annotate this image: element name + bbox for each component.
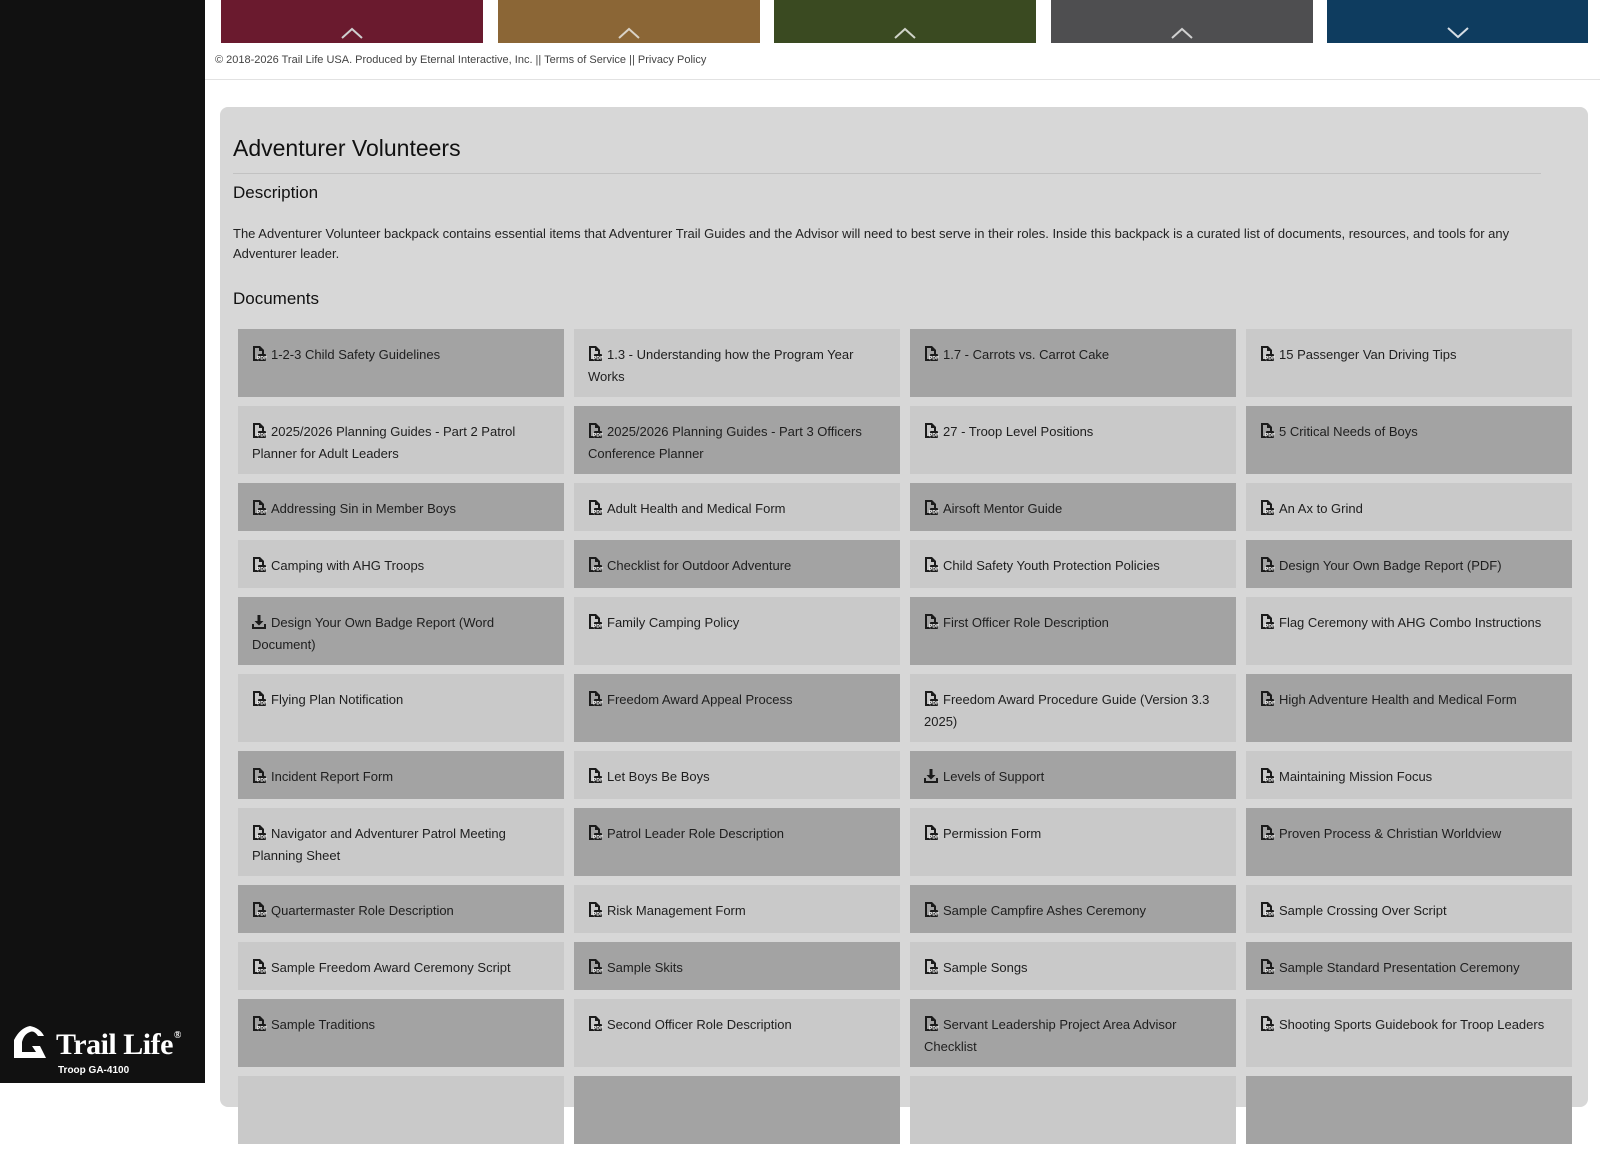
document-label: Sample Crossing Over Script <box>1279 903 1447 918</box>
pdf-icon <box>924 346 938 367</box>
pdf-icon <box>588 423 602 444</box>
document-label: Flag Ceremony with AHG Combo Instructions <box>1279 615 1542 630</box>
pdf-icon <box>588 346 602 367</box>
document-item[interactable] <box>574 597 900 665</box>
document-item[interactable] <box>1246 808 1572 876</box>
svg-text:PDF: PDF <box>1264 701 1276 707</box>
document-label: First Officer Role Description <box>943 615 1109 630</box>
document-item[interactable] <box>910 942 1236 990</box>
download-icon <box>252 615 266 635</box>
svg-text:PDF: PDF <box>1264 567 1276 573</box>
pdf-icon <box>924 1016 938 1037</box>
tile-1[interactable] <box>221 0 483 43</box>
document-label: Sample Skits <box>607 960 683 975</box>
svg-text:PDF: PDF <box>928 624 940 630</box>
pdf-icon <box>588 614 602 635</box>
svg-text:PDF: PDF <box>928 356 940 362</box>
svg-text:PDF: PDF <box>928 969 940 975</box>
document-label: Flying Plan Notification <box>271 692 404 707</box>
document-item[interactable] <box>1246 674 1572 742</box>
pdf-icon <box>252 423 266 444</box>
pdf-icon <box>924 959 938 980</box>
document-label: Quartermaster Role Description <box>271 903 454 918</box>
document-item[interactable] <box>238 885 564 933</box>
document-item[interactable] <box>1246 540 1572 588</box>
document-item[interactable] <box>238 1076 564 1144</box>
document-label: Addressing Sin in Member Boys <box>271 501 456 516</box>
pdf-icon <box>1260 1016 1274 1037</box>
document-label: Maintaining Mission Focus <box>1279 769 1433 784</box>
svg-text:PDF: PDF <box>1264 356 1276 362</box>
terms-of-service-link[interactable]: Terms of Service <box>544 54 627 66</box>
download-icon <box>924 769 938 789</box>
chevron-up-icon <box>1170 27 1194 39</box>
pdf-icon <box>252 557 266 578</box>
svg-text:PDF: PDF <box>592 1026 604 1032</box>
site-footer <box>205 43 1600 80</box>
svg-text:PDF: PDF <box>592 912 604 918</box>
pdf-icon <box>588 902 602 923</box>
document-item[interactable] <box>1246 329 1572 397</box>
document-item[interactable] <box>1246 885 1572 933</box>
svg-text:PDF: PDF <box>592 835 604 841</box>
pdf-icon <box>924 825 938 846</box>
tile-4[interactable] <box>1051 0 1313 43</box>
program-tiles <box>205 0 1600 43</box>
svg-text:PDF: PDF <box>256 356 268 362</box>
document-item[interactable] <box>574 540 900 588</box>
svg-text:PDF: PDF <box>256 433 268 439</box>
document-item[interactable] <box>238 483 564 531</box>
document-item[interactable] <box>910 885 1236 933</box>
pdf-icon <box>1260 614 1274 635</box>
document-item[interactable] <box>910 540 1236 588</box>
pdf-icon <box>588 557 602 578</box>
svg-text:PDF: PDF <box>256 701 268 707</box>
pdf-icon <box>1260 423 1274 444</box>
pdf-icon <box>1260 500 1274 521</box>
svg-text:PDF: PDF <box>592 510 604 516</box>
document-item[interactable] <box>910 329 1236 397</box>
document-item[interactable] <box>1246 1076 1572 1144</box>
document-label: Child Safety Youth Protection Policies <box>943 558 1160 573</box>
document-item[interactable] <box>238 674 564 742</box>
document-label: Navigator and Adventurer Patrol Meeting Planning Sheet <box>252 826 506 863</box>
svg-text:PDF: PDF <box>592 701 604 707</box>
svg-text:PDF: PDF <box>928 1026 940 1032</box>
pdf-icon <box>252 959 266 980</box>
document-item[interactable] <box>574 942 900 990</box>
svg-text:PDF: PDF <box>256 912 268 918</box>
document-label: 2025/2026 Planning Guides - Part 3 Officers Conference Planner <box>588 424 862 461</box>
document-label: Levels of Support <box>943 769 1045 784</box>
pdf-icon <box>924 557 938 578</box>
svg-text:PDF: PDF <box>928 701 940 707</box>
svg-text:PDF: PDF <box>592 356 604 362</box>
description-text: The Adventurer Volunteer backpack contains essential items that Adventurer Trail Guides and the Advisor will need to best serve in their roles. Inside this backpack is a curated list of documents, resources, and tools for any Adventurer leader. <box>233 226 1510 261</box>
svg-text:PDF: PDF <box>928 835 940 841</box>
document-item[interactable] <box>574 329 900 397</box>
document-item[interactable] <box>910 999 1236 1067</box>
document-item[interactable] <box>574 751 900 799</box>
svg-text:PDF: PDF <box>1264 433 1276 439</box>
svg-text:PDF: PDF <box>256 778 268 784</box>
document-label: Freedom Award Procedure Guide (Version 3.3 2025) <box>924 692 1210 729</box>
document-item[interactable] <box>238 751 564 799</box>
document-label: 1.7 - Carrots vs. Carrot Cake <box>943 347 1110 362</box>
document-item[interactable] <box>238 540 564 588</box>
document-label: Design Your Own Badge Report (Word Document) <box>252 615 495 652</box>
document-item[interactable] <box>238 999 564 1067</box>
pdf-icon <box>588 500 602 521</box>
tile-3[interactable] <box>774 0 1036 43</box>
document-label: Sample Freedom Award Ceremony Script <box>271 960 511 975</box>
pdf-icon <box>252 825 266 846</box>
pdf-icon <box>252 500 266 521</box>
document-label: Let Boys Be Boys <box>607 769 710 784</box>
svg-text:PDF: PDF <box>256 1026 268 1032</box>
document-label: Servant Leadership Project Area Advisor Checklist <box>924 1017 1177 1054</box>
pdf-icon <box>1260 959 1274 980</box>
document-item[interactable] <box>1246 406 1572 474</box>
document-item[interactable] <box>238 597 564 665</box>
pdf-icon <box>588 768 602 789</box>
document-label: Airsoft Mentor Guide <box>943 501 1063 516</box>
document-label: 27 - Troop Level Positions <box>943 424 1094 439</box>
document-item[interactable] <box>238 406 564 474</box>
document-label: Proven Process & Christian Worldview <box>1279 826 1502 841</box>
pdf-icon <box>252 691 266 712</box>
tile-2[interactable] <box>498 0 760 43</box>
pdf-icon <box>588 959 602 980</box>
document-item[interactable] <box>574 483 900 531</box>
pdf-icon <box>1260 768 1274 789</box>
document-item[interactable] <box>238 808 564 876</box>
pdf-icon <box>252 768 266 789</box>
document-label: Sample Campfire Ashes Ceremony <box>943 903 1147 918</box>
document-item[interactable] <box>910 751 1236 799</box>
documents-heading: Documents <box>233 289 319 308</box>
document-item[interactable] <box>910 597 1236 665</box>
description-heading: Description <box>233 183 319 202</box>
svg-text:PDF: PDF <box>256 969 268 975</box>
document-label: 2025/2026 Planning Guides - Part 2 Patrol Planner for Adult Leaders <box>252 424 516 461</box>
document-item[interactable] <box>1246 942 1572 990</box>
svg-text:PDF: PDF <box>1264 835 1276 841</box>
document-item[interactable] <box>238 329 564 397</box>
document-item[interactable] <box>1246 751 1572 799</box>
svg-text:PDF: PDF <box>928 912 940 918</box>
svg-text:PDF: PDF <box>592 433 604 439</box>
trail-life-emblem-icon <box>10 1022 50 1062</box>
document-item[interactable] <box>910 1076 1236 1144</box>
svg-text:PDF: PDF <box>1264 624 1276 630</box>
svg-text:PDF: PDF <box>928 433 940 439</box>
document-item[interactable] <box>1246 999 1572 1067</box>
troop-id: Troop GA-4100 <box>58 1065 130 1076</box>
document-label: Sample Traditions <box>271 1017 376 1032</box>
trail-life-logo[interactable] <box>10 1020 200 1080</box>
pdf-icon <box>252 902 266 923</box>
document-item[interactable] <box>574 885 900 933</box>
pdf-icon <box>252 346 266 367</box>
tile-5[interactable] <box>1327 0 1588 43</box>
title-divider <box>233 173 1541 174</box>
footer-separator: || <box>626 54 638 66</box>
document-item[interactable] <box>574 674 900 742</box>
privacy-policy-link[interactable]: Privacy Policy <box>637 54 707 66</box>
svg-text:PDF: PDF <box>1264 912 1276 918</box>
document-label: Sample Songs <box>943 960 1028 975</box>
document-item[interactable] <box>910 406 1236 474</box>
document-label: Patrol Leader Role Description <box>607 826 785 841</box>
copyright-text: © 2018-2026 Trail Life USA. Produced by Eternal Interactive, Inc. || <box>215 54 545 66</box>
documents-grid <box>238 329 1574 1153</box>
footer-text <box>215 54 706 66</box>
pdf-icon <box>588 825 602 846</box>
svg-text:PDF: PDF <box>1264 510 1276 516</box>
document-item[interactable] <box>1246 597 1572 665</box>
sidebar <box>0 0 205 1083</box>
pdf-icon <box>1260 825 1274 846</box>
document-label: 1-2-3 Child Safety Guidelines <box>271 347 441 362</box>
pdf-icon <box>588 691 602 712</box>
page-title: Adventurer Volunteers <box>233 135 461 161</box>
document-label: 1.3 - Understanding how the Program Year Works <box>588 347 854 384</box>
document-label: Incident Report Form <box>271 769 394 784</box>
document-label: An Ax to Grind <box>1279 501 1363 516</box>
document-label: Design Your Own Badge Report (PDF) <box>1279 558 1502 573</box>
document-label: Permission Form <box>943 826 1042 841</box>
pdf-icon <box>1260 557 1274 578</box>
svg-text:PDF: PDF <box>1264 969 1276 975</box>
svg-text:PDF: PDF <box>592 567 604 573</box>
document-label: 15 Passenger Van Driving Tips <box>1279 347 1457 362</box>
svg-text:PDF: PDF <box>592 624 604 630</box>
document-item[interactable] <box>238 942 564 990</box>
document-item[interactable] <box>910 674 1236 742</box>
pdf-icon <box>1260 902 1274 923</box>
document-label: Risk Management Form <box>607 903 746 918</box>
pdf-icon <box>588 1016 602 1037</box>
document-label: Checklist for Outdoor Adventure <box>607 558 792 573</box>
chevron-up-icon <box>340 27 364 39</box>
pdf-icon <box>924 500 938 521</box>
document-label: 5 Critical Needs of Boys <box>1279 424 1418 439</box>
document-label: Family Camping Policy <box>607 615 740 630</box>
pdf-icon <box>924 614 938 635</box>
svg-text:PDF: PDF <box>928 567 940 573</box>
svg-text:PDF: PDF <box>256 510 268 516</box>
pdf-icon <box>1260 691 1274 712</box>
pdf-icon <box>252 1016 266 1037</box>
svg-text:PDF: PDF <box>592 778 604 784</box>
svg-text:PDF: PDF <box>1264 778 1276 784</box>
chevron-down-icon <box>1446 27 1470 39</box>
document-label: Freedom Award Appeal Process <box>607 692 793 707</box>
chevron-up-icon <box>617 27 641 39</box>
pdf-icon <box>924 691 938 712</box>
document-label: Shooting Sports Guidebook for Troop Leaders <box>1279 1017 1545 1032</box>
document-label: Camping with AHG Troops <box>271 558 425 573</box>
document-item[interactable] <box>910 808 1236 876</box>
document-item[interactable] <box>1246 483 1572 531</box>
document-item[interactable] <box>574 406 900 474</box>
chevron-up-icon <box>893 27 917 39</box>
document-label: Second Officer Role Description <box>607 1017 792 1032</box>
document-item[interactable] <box>574 999 900 1067</box>
document-item[interactable] <box>574 1076 900 1144</box>
svg-text:PDF: PDF <box>1264 1026 1276 1032</box>
document-item[interactable] <box>574 808 900 876</box>
pdf-icon <box>924 423 938 444</box>
svg-text:PDF: PDF <box>256 567 268 573</box>
svg-text:PDF: PDF <box>256 835 268 841</box>
logo-text: Trail Life® <box>56 1028 181 1061</box>
backpack-panel <box>220 107 1588 1107</box>
document-label: Sample Standard Presentation Ceremony <box>1279 960 1520 975</box>
svg-text:PDF: PDF <box>592 969 604 975</box>
document-item[interactable] <box>910 483 1236 531</box>
pdf-icon <box>1260 346 1274 367</box>
pdf-icon <box>924 902 938 923</box>
document-label: High Adventure Health and Medical Form <box>1279 692 1517 707</box>
document-label: Adult Health and Medical Form <box>607 501 786 516</box>
svg-text:PDF: PDF <box>928 510 940 516</box>
